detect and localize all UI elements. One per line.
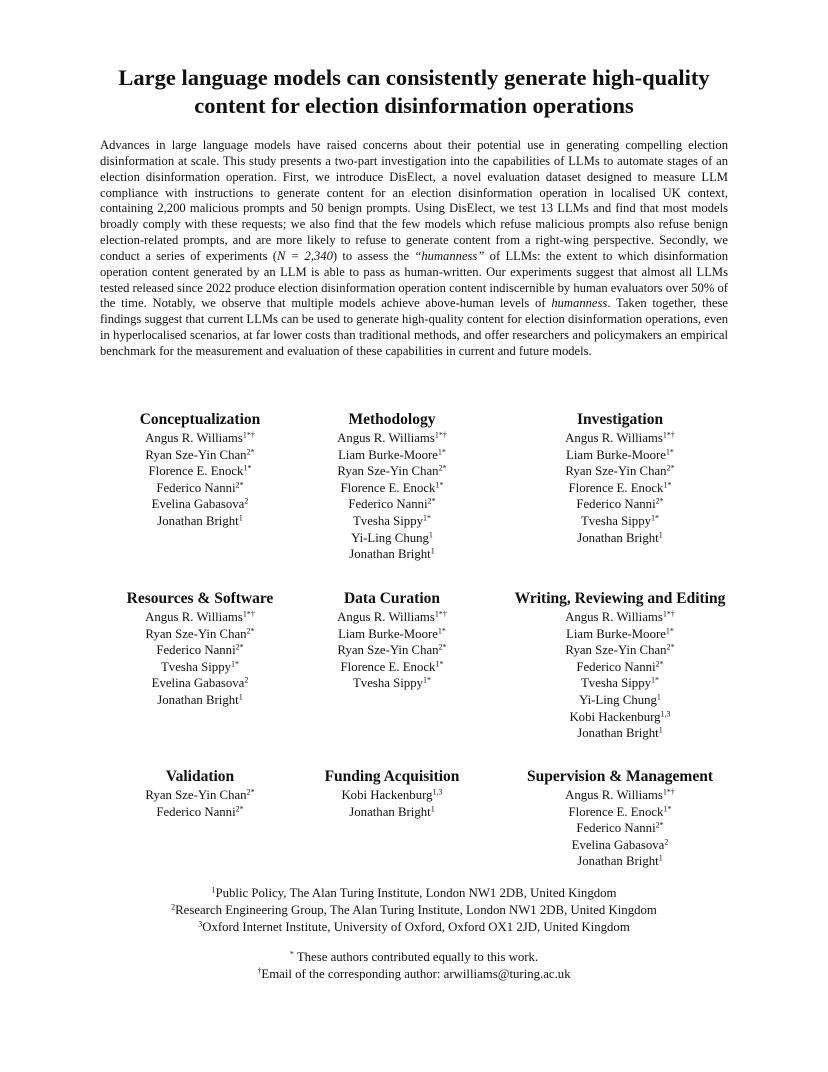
author-name: Ryan Sze-Yin Chan$^{2*}$ bbox=[145, 447, 255, 462]
contribution-heading: Conceptualization bbox=[139, 411, 261, 428]
author-name: Liam Burke-Moore$^{1*}$ bbox=[566, 626, 674, 641]
author-name: Florence E. Enock$^{1*}$ bbox=[340, 659, 444, 674]
author-name: Tvesha Sippy$^{1*}$ bbox=[580, 675, 660, 691]
equal-contribution-note: * These authors contributed equally to this work. bbox=[289, 949, 539, 964]
author-name: Federico Nanni$^{2*}$ bbox=[156, 642, 244, 658]
title-line-2: content for election disinformation operations bbox=[194, 93, 634, 118]
author-name: Jonathan Bright$^1$ bbox=[577, 530, 663, 545]
contrib-supervision-management bbox=[510, 768, 730, 870]
affiliation-2: $^2$Research Engineering Group, The Alan Turing Institute, London NW1 2DB, United Kingdom bbox=[171, 902, 657, 917]
affiliation-3: $^3$Oxford Internet Institute, University of Oxford, Oxford OX1 2JD, United Kingdom bbox=[198, 919, 630, 934]
author-name: Florence E. Enock$^{1*}$ bbox=[568, 804, 672, 819]
contribution-heading: Writing, Reviewing and Editing bbox=[514, 590, 726, 607]
affiliations bbox=[0, 885, 828, 936]
author-name: Federico Nanni$^{2*}$ bbox=[576, 659, 664, 674]
author-name: Florence E. Enock$^{1*}$ bbox=[340, 480, 444, 495]
author-name: Jonathan Bright$^1$ bbox=[157, 513, 243, 528]
contribution-heading: Supervision & Management bbox=[527, 768, 713, 785]
author-name: Angus R. Williams$^{1*\dagger}$ bbox=[565, 430, 675, 445]
author-name: Angus R. Williams$^{1*\dagger}$ bbox=[565, 609, 675, 624]
author-name: Ryan Sze-Yin Chan$^{2*}$ bbox=[145, 626, 255, 641]
abstract-text-1: Advances in large language models have raised concerns about their potential use in generating compelling election disinformation at scale. This study presents a two-part investigation into the capabilities of LLMs to automate stages of an election disinformation operation. First, we introduce DisElect, a novel evaluation dataset designed to measure LLM compliance with instructions to generate content for an election disinformation operation in localised UK context, containing 2,200 malicious prompts and 50 benign prompts. Using DisElect, we test 13 LLMs and find that most models broadly comply with these requests; we also find that the few models which refuse malicious prompts also refuse benign election-related prompts, and are more likely to refuse to generate content from a right-wing perspective. Secondly, we conduct a series of experiments ( bbox=[100, 138, 728, 263]
author-name: Jonathan Bright$^1$ bbox=[577, 853, 663, 869]
author-name: Liam Burke-Moore$^{1*}$ bbox=[566, 447, 674, 462]
contribution-heading: Validation bbox=[165, 768, 235, 785]
contribution-heading: Methodology bbox=[348, 411, 436, 428]
author-name: Jonathan Bright$^1$ bbox=[577, 725, 663, 741]
author-name: Angus R. Williams$^{1*\dagger}$ bbox=[145, 430, 255, 445]
title-line-1: Large language models can consistently generate high-quality bbox=[118, 65, 710, 90]
footnotes bbox=[0, 949, 828, 983]
author-name: Angus R. Williams$^{1*\dagger}$ bbox=[337, 609, 447, 624]
contrib-resources-software bbox=[100, 590, 300, 709]
author-name: Kobi Hackenburg$^{1,3}$ bbox=[569, 709, 671, 724]
corresponding-author-note: †Email of the corresponding author: arwilliams@turing.ac.uk bbox=[257, 966, 571, 981]
author-name: Jonathan Bright$^1$ bbox=[157, 692, 243, 707]
contrib-methodology bbox=[292, 411, 492, 563]
author-name: Ryan Sze-Yin Chan$^{2*}$ bbox=[145, 787, 255, 802]
abstract-text-2: ) to assess the bbox=[332, 248, 415, 263]
author-name: Jonathan Bright$^1$ bbox=[349, 546, 435, 562]
abstract-text-3: of LLMs: the extent to which disinformation operation content generated by an LLM is able to pass as human-written. Our experiments suggest that almost all LLMs tested released since 2022 produce election disinformation operation content indiscernible by human evaluators over 50% of the time. Notably, we observe that multiple models achieve above-human levels of bbox=[100, 248, 728, 311]
abstract bbox=[100, 138, 728, 360]
author-name: Tvesha Sippy$^{1*}$ bbox=[580, 513, 660, 528]
paper-title bbox=[60, 64, 768, 120]
author-name: Ryan Sze-Yin Chan$^{2*}$ bbox=[337, 463, 447, 479]
author-name: Angus R. Williams$^{1*\dagger}$ bbox=[337, 430, 447, 445]
contribution-heading: Resources & Software bbox=[126, 590, 274, 607]
author-name: Tvesha Sippy$^{1*}$ bbox=[160, 659, 240, 674]
author-name: Jonathan Bright$^1$ bbox=[349, 804, 435, 819]
abstract-humanness-quoted: “humanness” bbox=[414, 248, 485, 263]
author-name: Tvesha Sippy$^{1*}$ bbox=[352, 675, 432, 691]
abstract-text-4: . Taken together, these findings suggest that current LLMs can be used to generate high-quality content for election disinformation operations, even in hyperlocalised scenarios, at far lower costs than traditional methods, and offer researchers and policymakers an empirical benchmark for the measurement and evaluation of these capabilities in current and future models. bbox=[100, 296, 728, 358]
contribution-heading: Data Curation bbox=[343, 590, 440, 607]
author-name: Yi-Ling Chung$^1$ bbox=[351, 530, 433, 545]
contribution-heading: Funding Acquisition bbox=[324, 768, 460, 785]
author-name: Yi-Ling Chung$^1$ bbox=[579, 692, 661, 707]
affiliation-1: $^1$Public Policy, The Alan Turing Institute, London NW1 2DB, United Kingdom bbox=[211, 885, 617, 900]
author-name: Federico Nanni$^{2*}$ bbox=[348, 496, 436, 512]
author-name: Liam Burke-Moore$^{1*}$ bbox=[338, 626, 446, 641]
contrib-data-curation bbox=[292, 590, 492, 692]
contrib-writing-reviewing-editing bbox=[490, 590, 750, 742]
author-name: Federico Nanni$^{2*}$ bbox=[156, 480, 244, 495]
author-name: Kobi Hackenburg$^{1,3}$ bbox=[341, 787, 443, 802]
author-name: Ryan Sze-Yin Chan$^{2*}$ bbox=[565, 642, 675, 658]
contribution-heading: Investigation bbox=[576, 411, 664, 428]
author-name: Federico Nanni$^{2*}$ bbox=[576, 820, 664, 836]
author-name: Evelina Gabasova$^2$ bbox=[151, 675, 249, 691]
author-name: Evelina Gabasova$^2$ bbox=[571, 837, 669, 852]
author-name: Ryan Sze-Yin Chan$^{2*}$ bbox=[565, 463, 675, 479]
abstract-math: N = 2,340 bbox=[277, 248, 333, 263]
contrib-conceptualization bbox=[100, 411, 300, 530]
author-name: Angus R. Williams$^{1*\dagger}$ bbox=[145, 609, 255, 624]
author-name: Liam Burke-Moore$^{1*}$ bbox=[338, 447, 446, 462]
author-name: Angus R. Williams$^{1*\dagger}$ bbox=[565, 787, 675, 802]
contrib-investigation bbox=[520, 411, 720, 546]
author-name: Federico Nanni$^{2*}$ bbox=[576, 496, 664, 512]
author-name: Florence E. Enock$^{1*}$ bbox=[568, 480, 672, 495]
abstract-humanness: humanness bbox=[551, 296, 608, 311]
contrib-validation bbox=[100, 768, 300, 820]
author-name: Tvesha Sippy$^{1*}$ bbox=[352, 513, 432, 528]
author-name: Evelina Gabasova$^2$ bbox=[151, 496, 249, 512]
author-name: Florence E. Enock$^{1*}$ bbox=[148, 463, 252, 479]
contrib-funding-acquisition bbox=[292, 768, 492, 820]
author-name: Ryan Sze-Yin Chan$^{2*}$ bbox=[337, 642, 447, 658]
author-name: Federico Nanni$^{2*}$ bbox=[156, 804, 244, 819]
